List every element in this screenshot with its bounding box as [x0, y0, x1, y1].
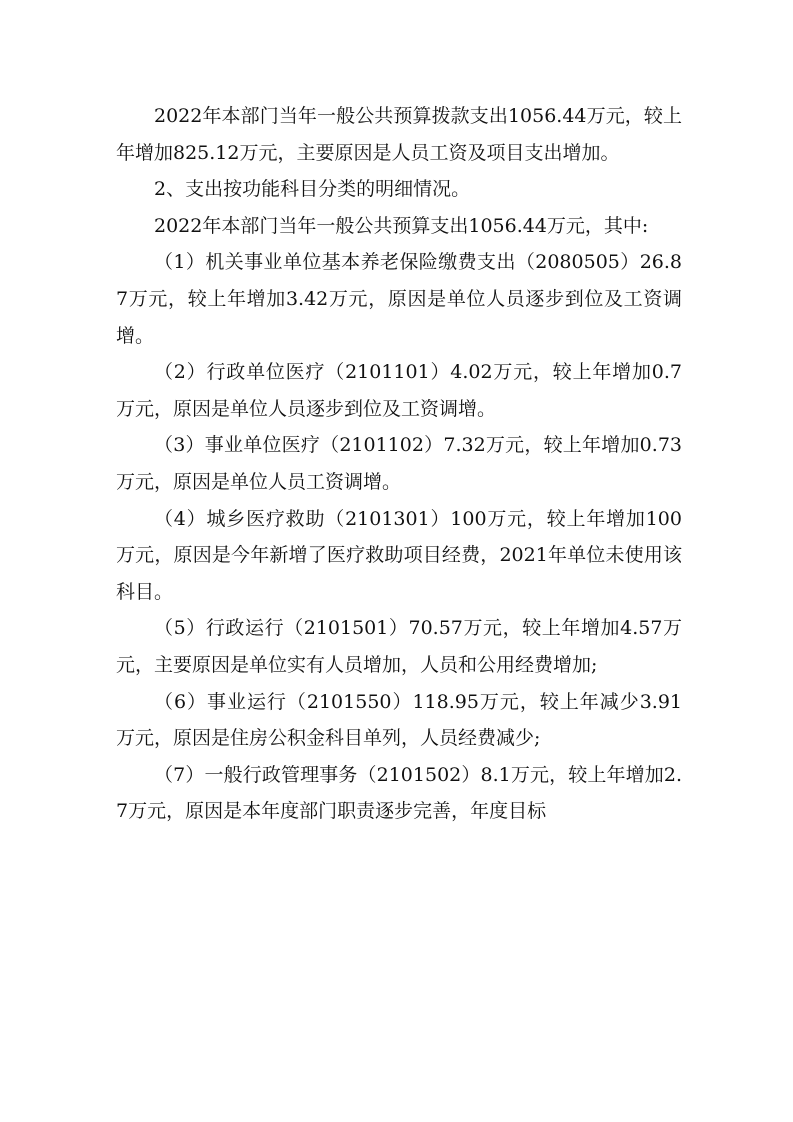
paragraph-item-2: （2）行政单位医疗（2101101）4.02万元，较上年增加0.7万元，原因是单位人员逐步到位及工资调增。	[116, 361, 682, 420]
paragraph-item-3: （3）事业单位医疗（2101102）7.32万元，较上年增加0.73万元，原因是单位人员工资调增。	[116, 434, 682, 493]
paragraph-item-1: （1）机关事业单位基本养老保险缴费支出（2080505）26.87万元，较上年增加3.42万元，原因是单位人员逐步到位及工资调增。	[116, 251, 682, 347]
paragraph-item-5: （5）行政运行（2101501）70.57万元，较上年增加4.57万元，主要原因是单位实有人员增加，人员和公用经费增加;	[116, 617, 682, 676]
paragraph-budget-summary: 2022年本部门当年一般公共预算拨款支出1056.44万元，较上年增加825.12万元，主要原因是人员工资及项目支出增加。	[116, 105, 682, 164]
paragraph-item-6: （6）事业运行（2101550）118.95万元，较上年减少3.91万元，原因是住房公积金科目单列，人员经费减少;	[116, 690, 682, 750]
paragraph-item-4: （4）城乡医疗救助（2101301）100万元，较上年增加100万元，原因是今年新增了医疗救助项目经费，2021年单位未使用该科目。	[116, 507, 682, 603]
paragraph-section-heading: 2、支出按功能科目分类的明细情况。	[154, 178, 471, 201]
paragraph-item-7: （7）一般行政管理事务（2101502）8.1万元，较上年增加2.7万元，原因是本年度部门职责逐步完善，年度目标	[116, 763, 682, 823]
document-body	[116, 98, 682, 830]
paragraph-expenditure-intro: 2022年本部门当年一般公共预算支出1056.44万元，其中:	[154, 214, 649, 237]
